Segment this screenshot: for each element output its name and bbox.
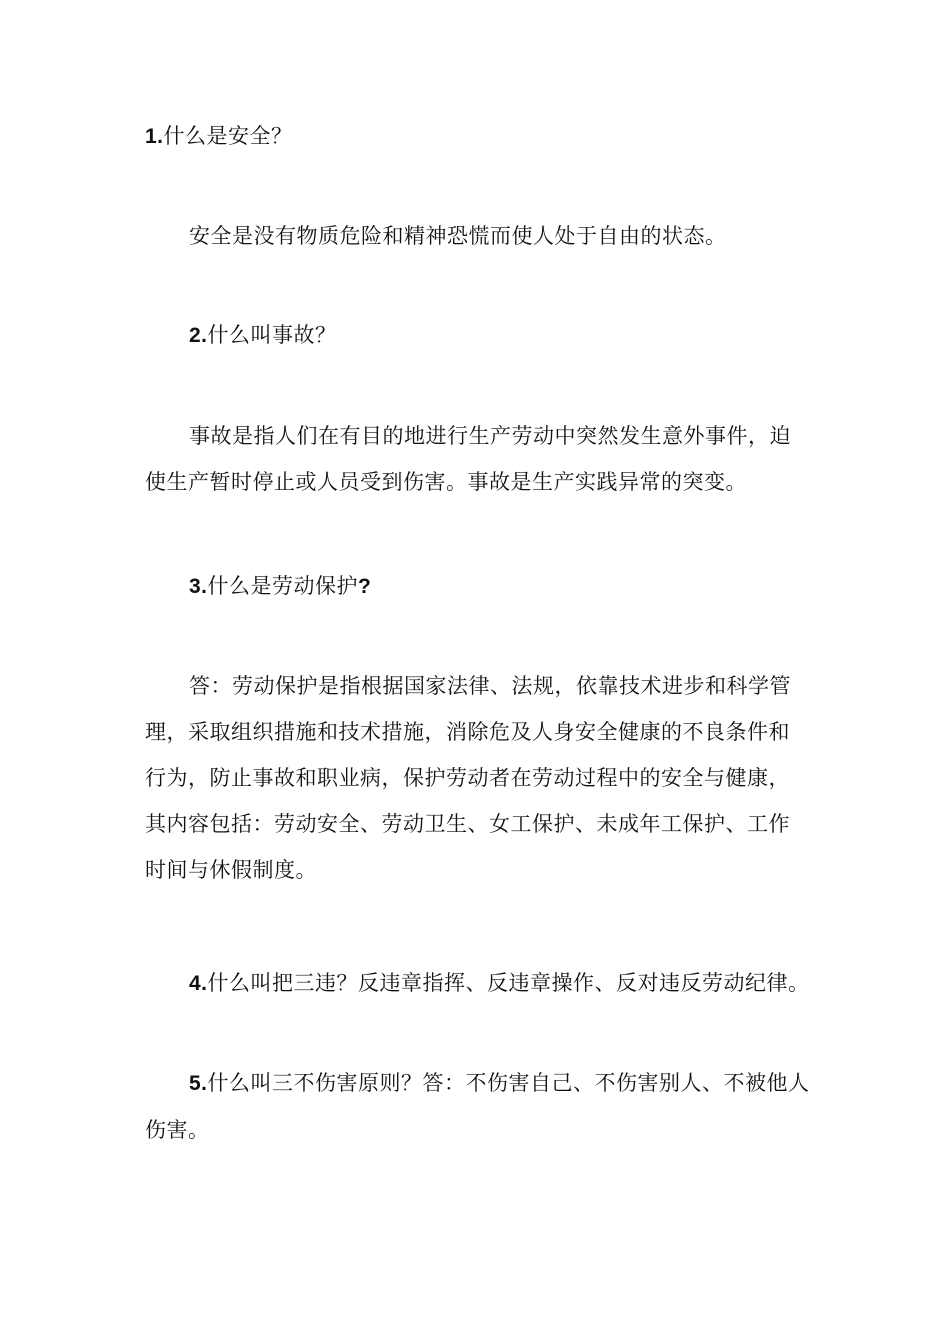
answer-3: 答：劳动保护是指根据国家法律、法规，依靠技术进步和科学管理，采取组织措施和技术措施，消除危及人身安全健康的不良条件和行为，防止事故和职业病，保护劳动者在劳动过程中的安全与健康，其内容包括：劳动安全、劳动卫生、女工保护、未成年工保护、工作时间与休假制度。 [145,674,791,882]
question-4-number: 4. [189,972,208,995]
question-4 [145,960,810,1007]
question-2 [145,312,810,359]
question-5 [145,1060,810,1153]
question-4-text: 什么叫把三违？反违章指挥、反违章操作、反对违反劳动纪律。 [207,971,810,995]
answer-1: 安全是没有物质危险和精神恐慌而使人处于自由的状态。 [189,224,727,248]
question-2-number: 2. [189,324,208,347]
question-1 [145,113,810,160]
question-3-title: 什么是劳动保护 [207,574,359,598]
answer-2: 事故是指人们在有目的地进行生产劳动中突然发生意外事件，迫使生产暂时停止或人员受到伤害。事故是生产实践异常的突变。 [145,424,791,494]
question-3-mark: ? [358,575,372,598]
question-2-title: 什么叫事故？ [207,323,337,347]
question-1-title: 什么是安全？ [163,124,293,148]
question-5-number: 5. [189,1072,208,1095]
question-3-number: 3. [189,575,208,598]
question-1-number: 1. [145,125,164,148]
question-5-text: 什么叫三不伤害原则？答：不伤害自己、不伤害别人、不被他人伤害。 [145,1071,810,1142]
question-3 [145,563,810,610]
